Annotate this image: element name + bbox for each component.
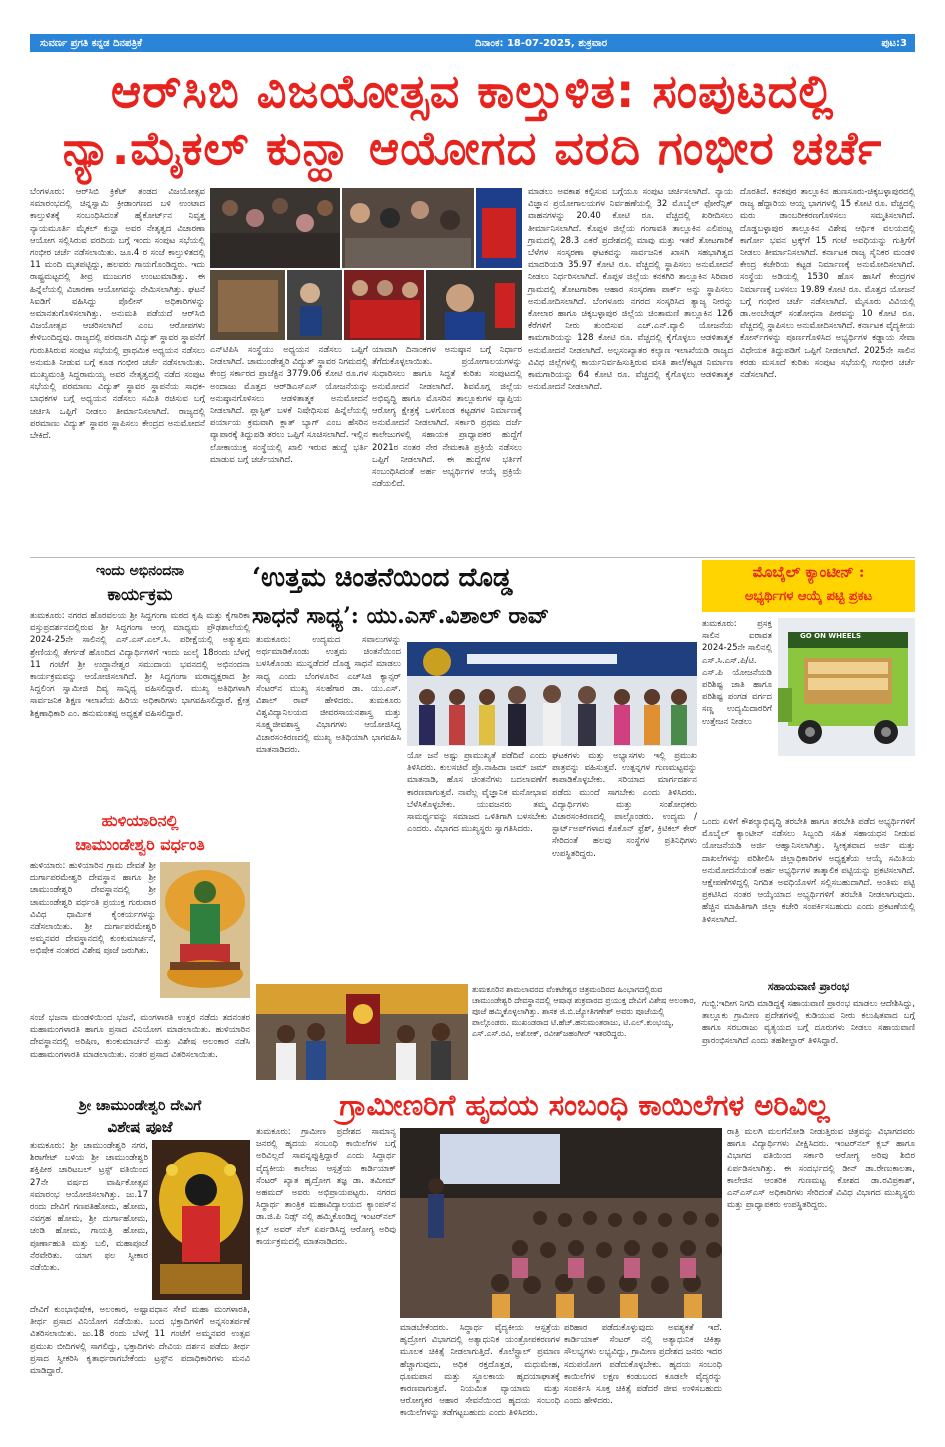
abhinandana-title-line1: ಇಂದು ಅಭಿನಂದನಾ [95, 563, 185, 579]
canteen-headline-line2: ಅಭ್ಯರ್ಥಿಗಳ ಆಯ್ಕೆ ಪಟ್ಟಿ ಪ್ರಕಟ [744, 589, 873, 604]
lead-story-col3: ಯಾವಾಗಿ ದಿನಾಂಕಗಳ ಅನುಷ್ಠಾನ ಬಗ್ಗೆ ನಿರ್ಧಾರ ತೆಗೆದುಕೊಳ್ಳಲಾಯಿತು. ಪ್ರಯೋಗಾಲಯಗಳನ್ನು ಸುಧಾರಿಸಲು ಹಾಗೂ ಸಿದ್ಧತೆ ಕುರಿತು ಸಂಪುಟದಲ್ಲಿ ಅನುಮೋದನೆ ನೀಡಲಾಗಿದೆ. ಶಿವಮೊಗ್ಗ ಜಿಲ್ಲೆಯ ಅಭಿವೃದ್ಧಿ ಹಾಗೂ ಮೊಸರಿನ ತಾಲ್ಲೂಕುಗಳ ವ್ಯಾಪ್ತಿಯ ಆರೋಗ್ಯ ಕ್ಷೇತ್ರಕ್ಕೆ ಒಳಗೊಂಡ ಕಟ್ಟಡಗಳ ನಿರ್ಮಾಣಕ್ಕೆ ಅನುಮೋದನೆ ನೀಡಲಾಗಿದೆ. ಸರ್ಕಾರಿ ಪ್ರಥಮ ದರ್ಜೆ ಕಾಲೇಜುಗಳಲ್ಲಿ ಸಹಾಯಕ ಪ್ರಾಧ್ಯಾಪಕರ ಹುದ್ದೆಗೆ 2021ರ ನಂತರ ನೇರ ನೇಮಕಾತಿ ಪ್ರಕ್ರಿಯೆ ನಡೆಸಲು ಒಪ್ಪಿಗೆ ನೀಡಲಾಗಿದೆ. ಈ ಹುದ್ದೆಗಳ ಭರ್ತಿಗೆ ಸಂಬಂಧಿಸಿದಂತೆ ಅರ್ಹ ಅಭ್ಯರ್ಥಿಗಳ ಆಯ್ಕೆ ಪ್ರಕ್ರಿಯೆ ನಡೆಯಲಿದೆ. [372, 345, 522, 490]
abhinandana-title-line2: ಕಾರ್ಯಕ್ರಮ [107, 585, 173, 605]
huliyar-full-text: ಸಂಜೆ ಭಜನಾ ಮಂಡಳಿಯಿಂದ ಭಜನೆ, ಮಂಗಳಾರತಿ ಉತ್ತರ ನಡೆದು ತದನಂತರ ಮಹಾಮಂಗಳಾರತಿ ಹಾಗೂ ಪ್ರಸಾದ ವಿನಿಯೋಗ ಮಾಡಲಾಯಿತು. ಹುಳಿಯಾರಿನ ದೇವಸ್ಥಾನದಲ್ಲಿ ಅರಿಷಿಣ, ಕುಂಕುಮಾರ್ಚನೆ ಮತ್ತು ವಿಶೇಷ ಅಲಂಕಾರ ನಡೆಸಿ ಮಹಾಮಂಗಳಾರತಿ ಮಾಡಲಾಯಿತು. ನಂತರ ಪ್ರಸಾದ ವಿತರಿಸಲಾಯಿತು. [30, 1013, 250, 1060]
huliyar-col-text: ಹುಳಿಯಾರು: ಹುಳಿಯಾರಿನ ಗ್ರಾಮ ದೇವತೆ ಶ್ರೀ ದುರ್ಗಾಪರಮೇಶ್ವರಿ ದೇವಸ್ಥಾನ ಹಾಗೂ ಶ್ರೀ ಚಾಮುಂಡೇಶ್ವರಿ ದೇವಸ್ಥಾನದಲ್ಲಿ ಶ್ರೀ ಚಾಮುಂಡೇಶ್ವರಿ ವರ್ಧಂತಿ ಪ್ರಯುಕ್ತ ಗುರುವಾರ ವಿವಿಧ ಧಾರ್ಮಿಕ ಕೈಂಕರ್ಯಗಳನ್ನು ನಡೆಸಲಾಯಿತು. ಶ್ರೀ ದುರ್ಗಾಪರಮೇಶ್ವರಿ ಅಮ್ಮನವರ ದೇವಸ್ಥಾನದಲ್ಲಿ ಕುಂಕುಮಾರ್ಚನೆ, ಅಭಿಷೇಕ ನಂತರದ ವಿಶೇಷ ಪೂಜೆ ಜರುಗಿತು. [30, 861, 156, 957]
sahayavani-title: ಸಹಾಯವಾಣಿ ಪ್ರಾರಂಭ [767, 980, 850, 993]
issue-date: ದಿನಾಂಕ: 18-07-2025, ಶುಕ್ರವಾರ [475, 37, 608, 49]
deity-photo [152, 1140, 250, 1300]
canteen-body: ಒಂದು ಏಳಿಗೆ ಕೌಶಲ್ಯಾಭಿವೃದ್ಧಿ ತರಬೇತಿ ಹಾಗೂ ತರಬೇತಿ ಪಡೆದ ಅಭ್ಯರ್ಥಿಗಳಿಗೆ ಮೊಬೈಲ್ ಕ್ಯಾಂಟೀನ್ ನಡೆಸಲು ಸಿಬ್ಬಂದಿ ಸಹಿತ ಸಹಾಯಧನ ನೀಡುವ ಯೋಜನೆಯಡಿ ಅರ್ಜಿ ಆಹ್ವಾನಿಸಲಾಗಿತ್ತು. ಸ್ವೀಕೃತವಾದ ಅರ್ಜಿ ಮತ್ತು ದಾಖಲೆಗಳನ್ನು ಪರಿಶೀಲಿಸಿ ಜಿಲ್ಲಾಧಿಕಾರಿಗಳ ಅಧ್ಯಕ್ಷತೆಯ ಆಯ್ಕೆ ಸಮಿತಿಯ ಅನುಮೋದನೆಯಂತೆ ಅರ್ಹ ಅಭ್ಯರ್ಥಿಗಳ ತಾತ್ಕಾಲಿಕ ಪಟ್ಟಿಯನ್ನು ಪ್ರಕಟಿಸಲಾಗಿದೆ. ಆಕ್ಷೇಪಣೆಗಳಿದ್ದಲ್ಲಿ ನಿಗದಿತ ಅವಧಿಯೊಳಗೆ ಸಲ್ಲಿಸಬಹುದಾಗಿದೆ. ಅಂತಿಮ ಪಟ್ಟಿ ಪ್ರಕಟಿಸಿದ ನಂತರ ಆಯ್ಕೆಯಾದ ಅಭ್ಯರ್ಥಿಗಳಿಗೆ ತರಬೇತಿ ನೀಡಲಾಗುವುದು. ಹೆಚ್ಚಿನ ಮಾಹಿತಿಗಾಗಿ ಜಿಲ್ಲಾ ಕಚೇರಿ ಸಂಪರ್ಕಿಸಬಹುದು ಎಂದು ಪ್ರಕಟಣೆಯಲ್ಲಿ ತಿಳಿಸಲಾಗಿದೆ. [702, 817, 915, 925]
lead-story-col2: ಎನ್‌ಟಿಪಿಸಿ ಸಂಸ್ಥೆಯು ಅಧ್ಯಯನ ನಡೆಸಲು ಒಪ್ಪಿಗೆ ನೀಡಲಾಗಿದೆ. ಚಾಮುಂಡೇಶ್ವರಿ ವಿದ್ಯುತ್ ಸ್ಥಾವರ ನಿಗಮದಲ್ಲಿ ಕೇಂದ್ರ ಸರ್ಕಾರದ ಪ್ರಾಜೆಕ್ಟಿನ 3779.06 ಕೋಟಿ ರೂ.ಗಳ ಅಂದಾಜು ಮೊತ್ತದ ಆರ್‌ಡಿಎಸ್‌ಎಸ್ ಯೋಜನೆಯನ್ನು ಅನುಷ್ಠಾನಗೊಳಿಸಲು ಆಡಳಿತಾತ್ಮಕ ಅನುಮೋದನೆ ನೀಡಲಾಗಿದೆ. ಪ್ಲಾಸ್ಟಿಕ್ ಬಳಕೆ ನಿಷೇಧಿಸುವ ಹಿನ್ನೆಲೆಯಲ್ಲಿ ಪರ್ಯಾಯ ಕ್ರಮವಾಗಿ ಕ್ಲಾತ್ ಬ್ಯಾಗ್ ಎಂಬ ಹೆಸರಿನ ವ್ಯಾಪಾರಕ್ಕೆ ತಿದ್ದುಪಡಿ ತರಲು ಒಪ್ಪಿಗೆ ಸೂಚಿಸಲಾಗಿದೆ. ಇಲ್ಲಿನ ಲೋಕಾಯುಕ್ತ ಸಂಸ್ಥೆಯಲ್ಲಿ ಖಾಲಿ ಇರುವ ಹುದ್ದೆ ಭರ್ತಿ ಮಾಡುವ ಬಗ್ಗೆ ಚರ್ಚೆಯಾಗಿದೆ. [210, 345, 368, 465]
vishal-headline-line1: ‘ಉತ್ತಮ ಚಿಂತನೆಯಿಂದ ದೊಡ್ಡ [252, 563, 513, 593]
puja-title-line2: ವಿಶೇಷ ಪೂಜೆ [107, 1118, 173, 1136]
huliyar-title-line2: ಚಾಮುಂಡೇಶ್ವರಿ ವರ್ಧಂತಿ [75, 835, 205, 854]
lead-story-col4: ಮಾಡಲು ಅವಕಾಶ ಕಲ್ಪಿಸುವ ಬಗ್ಗೆಯೂ ಸಂಪುಟ ಚರ್ಚಿಸಲಾಗಿದೆ. ನ್ಯಾಯ ವಿಜ್ಞಾನ ಪ್ರಯೋಗಾಲಯಗಳ ನಿರ್ವಹಣೆಯಲ್ಲಿ 32 ಮೊಬೈಲ್ ಫೋರೆನ್ಸಿಕ್ ವಾಹನಗಳನ್ನು 20.40 ಕೋಟಿ ರೂ. ವೆಚ್ಚದಲ್ಲಿ ಖರೀದಿಸಲು ತೀರ್ಮಾನಿಸಲಾಗಿದೆ. ಕೊಪ್ಪಳ ಜಿಲ್ಲೆಯ ಗಂಗಾವತಿ ತಾಲ್ಲೂಕಿನ ಎಲಿಪಂಟ್ಲ ಗ್ರಾಮದಲ್ಲಿ 28.3 ಎಕರೆ ಪ್ರದೇಶದಲ್ಲಿ ಮಾವು ಮತ್ತು ಇತರೆ ತೋಟಗಾರಿಕೆ ಬೆಳೆಗಳ ಸಂಸ್ಕರಣಾ ಘಟಕವನ್ನು ಸಾರ್ವಜನಿಕ ಖಾಸಗಿ ಸಹಭಾಗಿತ್ವದ ಮಾದರಿಯಡಿ 35.97 ಕೋಟಿ ರೂ. ವೆಚ್ಚದಲ್ಲಿ ಸ್ಥಾಪಿಸಲು ಅನುಮೋದನೆ ನೀಡಲು ನಿರ್ಧರಿಸಲಾಗಿದೆ. ಕೊಪ್ಪಳ ಜಿಲ್ಲೆಯ ಕನಕಗಿರಿ ತಾಲ್ಲೂಕಿನ ಸಿರಿವಾರ ಗ್ರಾಮದಲ್ಲಿ ತೋಟಗಾರಿಕಾ ಆಹಾರ ಸಂಸ್ಕರಣಾ ಪಾರ್ಕ್ ಅನ್ನು ಸ್ಥಾಪಿಸಲು ಅನುಮೋದಿಸಲಾಗಿದೆ. ಬೆಂಗಳೂರು ನಗರದ ಸಂಸ್ಕರಿಸಿದ ತ್ಯಾಜ್ಯ ನೀರನ್ನು ಕೋಲಾರ ಹಾಗೂ ಚಿಕ್ಕಬಳ್ಳಾಪುರ ಜಿಲ್ಲೆಯ ಚಿಂತಾಮಣಿ ತಾಲ್ಲೂಕಿನ 126 ಕೆರೆಗಳಿಗೆ ನೀರು ತುಂಬಿಸುವ ಎಚ್.ಎನ್.ವ್ಯಾಲಿ ಯೋಜನೆಯ ಕಾಮಗಾರಿಯನ್ನು 128 ಕೋಟಿ ರೂ. ವೆಚ್ಚದಲ್ಲಿ ಕೈಗೊಳ್ಳಲು ಆಡಳಿತಾತ್ಮಕ ಅನುಮೋದನೆ ನೀಡಲಾಗಿದೆ. ಅಲ್ಪಸಂಖ್ಯಾತರ ಕಲ್ಯಾಣ ಇಲಾಖೆಯಡಿ ರಾಜ್ಯದ ವಿವಿಧ ಜಿಲ್ಲೆಗಳಲ್ಲಿ ಕಾರ್ಯನಿರ್ವಹಿಸುತ್ತಿರುವ ವಸತಿ ಶಾಲೆ/ಕಟ್ಟಡ ನಿರ್ಮಾಣ ಕಾಮಗಾರಿಯನ್ನು 64 ಕೋಟಿ ರೂ. ವೆಚ್ಚದಲ್ಲಿ ಕೈಗೊಳ್ಳಲು ಆಡಳಿತಾತ್ಮಕ ಅನುಮೋದನೆ ನೀಡಲಾಗಿದೆ. [528, 187, 733, 393]
heart-headline: ಗ್ರಾಮೀಣರಿಗೆ ಹೃದಯ ಸಂಬಂಧಿ ಕಾಯಿಲೆಗಳ ಅರಿವಿಲ್ಲ [339, 1088, 830, 1122]
canteen-headline-line1: ಮೊಬೈಲ್ ಕ್ಯಾಂಟೀನ್ : [752, 563, 865, 581]
heart-col1: ತುಮಕೂರು: ಗ್ರಾಮೀಣ ಪ್ರದೇಶದ ಸಾಮಾನ್ಯ ಜನರಲ್ಲಿ ಹೃದಯ ಸಂಬಂಧಿ ಕಾಯಿಲೆಗಳ ಬಗ್ಗೆ ಅರಿವಿಲ್ಲದೆ ಸಾವನ್ನಪ್ಪುತ್ತಿದ್ದಾರೆ ಎಂದು ಸಿದ್ಧಾರ್ಥ ವೈದ್ಯಕೀಯ ಕಾಲೇಜು ಆಸ್ಪತ್ರೆಯ ಕಾರ್ಡಿಯಾಕ್ ಸೆಂಟರ್ ಖ್ಯಾತ ಹೃದ್ರೋಗ ತಜ್ಞ ಡಾ. ತಮೀಮ್ ಅಹಮದ್ ಅವರು ಅಭಿಪ್ರಾಯಪಟ್ಟರು. ನಗರದ ಸಿದ್ಧಾರ್ಥ ತಾಂತ್ರಿಕ ಮಹಾವಿದ್ಯಾಲಯದ ಕ್ಯಾಂಪಸ್‌ನ ಡಾ.ಜಿ.ಪಿ ನಿಡ್ಸ್ ನಲ್ಲಿ ಹಮ್ಮಿಕೊಂಡಿದ್ದ ಇಂಟರ್‌ನಲ್ ಕ್ಲಬ್ ಅವರ್ ಸೆಲ್ ಏರ್ಪಡಿಸಿದ್ದ ಆರೋಗ್ಯ ಅರಿವು ಕಾರ್ಯಕ್ರಮದಲ್ಲಿ ಮಾತನಾಡಿದರು. [256, 1127, 396, 1247]
lead-story-col5: ದೊರತಿದೆ. ಕನಕಪುರ ತಾಲ್ಲೂಕಿನ ಹುಣಸೂರು-ಚಿಕ್ಕಬಳ್ಳಾಪುರದಲ್ಲಿ ರಾಜ್ಯ ಹೆದ್ದಾರಿಯ ಆಯ್ದ ಭಾಗಗಳಲ್ಲಿ 15 ಕೋಟಿ ರೂ. ವೆಚ್ಚದಲ್ಲಿ ಮರು ಡಾಂಬರೀಕರಣಗೊಳಿಸಲು ಸಮ್ಮತಿಸಲಾಗಿದೆ. ದೊಡ್ಡಬಳ್ಳಾಪುರ ತಾಲ್ಲೂಕಿನ ವಿಶೇಷ ಆರ್ಥಿಕ ವಲಯದಲ್ಲಿ ಕಾರ್ಗೋ ಭವನ ಟ್ರಕ್ಕ್‌ಗೆ 15 ಗಂಟೆ ಅವಧಿಯನ್ನು ಗುತ್ತಿಗೆಗೆ ನೀಡಲು ತೀರ್ಮಾನಿಸಲಾಗಿದೆ. ಕರ್ನಾಟಕ ರಾಜ್ಯ ಸೈನಿಕರ ಮಂಡಳಿ ಕೇಂದ್ರ ಕಚೇರಿಯ ಕಟ್ಟಡ ನಿರ್ಮಾಣಕ್ಕೆ ಅನುಮೋದಿಸಲಾಗಿದೆ. ಸಂಸ್ಥೆಯ ಅಡಿಯಲ್ಲಿ 1530 ಹೊಸ ಹಾಸಿಗೆ ಕೇಂದ್ರಗಳ ನಿರ್ಮಾಣಕ್ಕೆ ಬಳಸಲು 19.89 ಕೋಟಿ ರೂ. ಮೊತ್ತದ ಯೋಜನೆ ಬಗ್ಗೆ ಗಂಭೀರ ಚರ್ಚೆ ನಡೆಸಲಾಗಿದೆ. ಮೈಸೂರು ವಿವಿಯಲ್ಲಿ ಡಾ.ಅಂಬೇಡ್ಕರ್ ಸಂಶೋಧನಾ ಪೀಠವನ್ನು 10 ಕೋಟಿ ರೂ. ವೆಚ್ಚದಲ್ಲಿ ಸ್ಥಾಪಿಸಲು ಅನುಮೋದಿಸಲಾಗಿದೆ. ಕರ್ನಾಟಕ ವೈದ್ಯಕೀಯ ಕೋರ್ಸ್‌ಗಳನ್ನು ಪೂರ್ಣಗೊಳಿಸಿದ ಅಭ್ಯರ್ಥಿಗಳ ಕಡ್ಡಾಯ ಸೇವಾ ವಿಧೇಯಕ ತಿದ್ದುಪಡಿಗೆ ಒಪ್ಪಿಗೆ ನೀಡಲಾಗಿದೆ. 2025ನೇ ಸಾಲಿನ ಕರಡು ಮಸೂದೆ ಕುರಿತು ಸಂಪುಟ ಸಭೆಯಲ್ಲಿ ಗಂಭೀರ ಚರ್ಚೆ ನಡೆಸಲಾಗಿದೆ. [740, 187, 915, 381]
page-number: ಪುಟ:3 [881, 37, 907, 49]
lead-photo-collage [210, 188, 522, 340]
lead-headline-line1: ಆರ್‌ಸಿಬಿ ವಿಜಯೋತ್ಸವ ಕಾಲ್ತುಳಿತ: ಸಂಪುಟದಲ್ಲಿ [110, 64, 835, 118]
masthead-bar [30, 34, 915, 52]
vishal-headline-line2: ಸಾಧನೆ ಸಾಧ್ಯ’: ಯು.ಎಸ್.ವಿಶಾಲ್ ರಾವ್ [252, 603, 550, 629]
vishal-col2: ಯೋ ಜನೆ ಅಷ್ಟು ಪ್ರಾಮುಖ್ಯತೆ ಪಡೆದಿವೆ ಎಂದು ತಿಳಿಸಿದರು. ಕುಲಸಚಿವೆ ಪ್ರೊ.ನಾಹಿದಾ ಜಮ್ ಜಮ್ ಮಾತನಾಡಿ, ಹೊಸ ಚಿಂತನೆಗಳು ಬದಲಾವಣೆಗೆ ಕಾರಣವಾಗುತ್ತವೆ. ನಾವೆಲ್ಲ ವೈಜ್ಞಾನಿಕ ಮನೋಭಾವ ಬೆಳೆಸಿಕೊಳ್ಳಬೇಕು. ಯುವಜನರು ತಮ್ಮ ಸಾಮರ್ಥ್ಯವನ್ನು ಸಮಾಜದ ಒಳಿತಿಗಾಗಿ ಬಳಸಬೇಕು ಎಂದರು. ವಿಭಾಗದ ಮುಖ್ಯಸ್ಥರು ಸ್ವಾಗತಿಸಿದರು. [407, 751, 547, 835]
sahayavani-body: ಗುಬ್ಬಿ:ಇದೀಗ ನಿಗದಿ ಮಾಡಿದ್ದಕ್ಕೆ ಸಹಾಯವಾಣಿ ಪ್ರಾರಂಭ ಮಾಡಲು ಆದೇಶಿಸಿದ್ದು, ತಾಲ್ಲೂಕು ಗ್ರಾಮೀಣ ಪ್ರದೇಶಗಳಲ್ಲಿ ಕುಡಿಯುವ ನೀರು ಕಲುಷಿತವಾದ ಬಗ್ಗೆ ಹಾಗೂ ಸರಬರಾಜು ವ್ಯತ್ಯಯದ ಬಗ್ಗೆ ದೂರುಗಳು ನೀಡಲು ಸಹಾಯವಾಣಿ ಪ್ರಾರಂಭಿಸಲಾಗಿದೆ ಎಂದು ತಹಶೀಲ್ದಾರ್ ತಿಳಿಸಿದ್ದಾರೆ. [702, 999, 915, 1046]
heart-seminar-photo [400, 1128, 722, 1318]
goddess-photo [160, 862, 250, 998]
vishal-col1: ತುಮಕೂರು: ಉದ್ಯಮದ ಸವಾಲುಗಳನ್ನು ಅರ್ಥಮಾಡಿಕೊಂಡು ಉತ್ತಮ ಚಿಂತನೆಯಿಂದ ಬಳಸಿಕೊಂಡು ಮುನ್ನಡೆದರೆ ದೊಡ್ಡ ಸಾಧನೆ ಮಾಡಲು ಸಾಧ್ಯ ಎಂದು ಬೆಂಗಳೂರಿನ ಎಚ್‌ಸಿಜಿ ಕ್ಯಾನ್ಸರ್ ಸೆಂಟರ್‌ನ ಮುಖ್ಯ ಸಲಹೆಗಾರ ಡಾ. ಯು.ಎಸ್. ವಿಶಾಲ್ ರಾವ್ ಹೇಳಿದರು. ತುಮಕೂರು ವಿಶ್ವವಿದ್ಯಾನಿಲಯದ ಜೀವರಸಾಯನಶಾಸ್ತ್ರ ಮತ್ತು ಸೂಕ್ಷ್ಮಜೀವಶಾಸ್ತ್ರ ವಿಭಾಗಗಳು ಆಯೋಜಿಸಿದ್ದ ವಿಚಾರಸಂಕಿರಣದಲ್ಲಿ ಮುಖ್ಯ ಅತಿಥಿಯಾಗಿ ಭಾಗವಹಿಸಿ ಮಾತನಾಡಿದರು. [256, 635, 401, 755]
puja-full-text: ದೇವಿಗೆ ಕುಂಭಾಭಿಷೇಕ, ಅಲಂಕಾರ, ಅಷ್ಟಾವಧಾನ ಸೇವೆ ಮಹಾ ಮಂಗಳಾರತಿ, ತೀರ್ಥ ಪ್ರಸಾದ ವಿನಿಯೋಗ ನಡೆಯಿತು. ಬಂದ ಭಕ್ತಾದಿಗಳಿಗೆ ಅನ್ನಸಂತರ್ಪಣೆ ವಿತರಿಸಲಾಯಿತು. ಜು.18 ರಂದು ಬೆಳಗ್ಗೆ 11 ಗಂಟೆಗೆ ಅಮ್ಮನವರ ಉತ್ಸವ ಪ್ರಮುಖ ಬೀದಿಗಳಲ್ಲಿ ಸಾಗಲಿದ್ದು, ಭಕ್ತಾದಿಗಳು ದೇವಿಯ ದರ್ಶನ ಪಡೆದು ತೀರ್ಥ ಪ್ರಸಾದ ಸ್ವೀಕರಿಸಿ ಕೃತಾರ್ಥರಾಗಬೇಕೆಂದು ಟ್ರಸ್ಟ್‌ನ ಪದಾಧಿಕಾರಿಗಳು ಮನವಿ ಮಾಡಿದ್ದಾರೆ. [30, 1305, 250, 1377]
abhinandana-body: ತುಮಕೂರು: ನಗರದ ಹೊರವಲಯ ಶ್ರೀ ಸಿದ್ದಗಂಗಾ ಮಠದ ಕೃಷಿ ಮತ್ತು ಕೈಗಾರಿಕಾ ವಸ್ತುಪ್ರದರ್ಶನದಲ್ಲಿರುವ ಶ್ರೀ ಸಿದ್ದಗಂಗಾ ಆಂಗ್ಲ ಮಾಧ್ಯಮ ಪ್ರೌಢಶಾಲೆಯಲ್ಲಿ 2024-25ನೇ ಸಾಲಿನಲ್ಲಿ ಎಸ್.ಎಸ್.ಎಲ್.ಸಿ. ಪರೀಕ್ಷೆಯಲ್ಲಿ ಅತ್ಯುತ್ತಮ ಶ್ರೇಣಿಯಲ್ಲಿ ತೇರ್ಗಡೆ ಹೊಂದಿದ ವಿದ್ಯಾರ್ಥಿಗಳಿಗೆ ಇಂದು ಜುಲೈ 18ರಂದು ಬೆಳಗ್ಗೆ 11 ಗಂಟೆಗೆ ಶ್ರೀ ಉದ್ಧಾನೇಶ್ವರ ಸಮುದಾಯ ಭವನದಲ್ಲಿ ಅಭಿನಂದನಾ ಕಾರ್ಯಕ್ರಮವನ್ನು ಆಯೋಜಿಸಲಾಗಿದೆ. ಶ್ರೀ ಸಿದ್ದಗಂಗಾ ಮಠಾಧ್ಯಕ್ಷರಾದ ಶ್ರೀ ಸಿದ್ದಲಿಂಗ ಸ್ವಾಮೀಜಿ ದಿವ್ಯ ಸಾನ್ನಿಧ್ಯ ವಹಿಸಲಿದ್ದಾರೆ. ಮುಖ್ಯ ಅತಿಥಿಗಳಾಗಿ ಸಾರ್ವಜನಿಕ ಶಿಕ್ಷಣ ಇಲಾಖೆಯ ಹಿರಿಯ ಅಧಿಕಾರಿಗಳು ಭಾಗವಹಿಸಲಿದ್ದಾರೆ. ಕ್ಷೇತ್ರ ಶಿಕ್ಷಣಾಧಿಕಾರಿ ಎಂ. ಹನುಮಂತಪ್ಪ ಅಧ್ಯಕ್ಷತೆ ವಹಿಸಲಿದ್ದಾರೆ. [30, 611, 250, 719]
vishal-event-photo [407, 642, 697, 746]
heart-col3: ಪರಿಹಾರ ಪಡೆದುಕೊಳ್ಳುವುದು ಅವಶ್ಯಕತೆ ಇದೆ. ಕಾರ್ಡಿಯಾಕ್ ಸೆಂಟರ್ ನಲ್ಲಿ ಅತ್ಯಾಧುನಿಕ ಚಿಕಿತ್ಸಾ ಸೌಲಭ್ಯಗಳು ಲಭ್ಯವಿದ್ದು, ಗ್ರಾಮೀಣ ಪ್ರದೇಶದ ಜನರು ಇದರ ಸದುಪಯೋಗ ಪಡೆದುಕೊಳ್ಳಬೇಕು. ಹೃದಯ ಸಂಬಂಧಿ ಕಾಯಿಲೆಗಳ ಲಕ್ಷಣ ಕಂಡುಬಂದ ಕೂಡಲೇ ವೈದ್ಯರನ್ನು ಸಂಪರ್ಕಿಸಿ ಸೂಕ್ತ ಚಿಕಿತ್ಸೆ ಪಡೆದರೆ ಜೀವ ಉಳಿಸಬಹುದು ಎಂದು ಹೇಳಿದರು. [564, 1323, 722, 1407]
temple-caption: ತುಮಕೂರಿನ ಶಾಮಲಾವರದ ವೆಂಕಟೇಶ್ವರ ಚಿತ್ರಮಂದಿರದ ಹಿಂಭಾಗದಲ್ಲಿರುವ ಚಾಮುಂಡೇಶ್ವರಿ ದೇವಸ್ಥಾನದಲ್ಲಿ ಆಷಾಢ ಶುಕ್ರವಾರದ ಪ್ರಯುಕ್ತ ದೇವಿಗೆ ವಿಶೇಷ ಅಲಂಕಾರ, ಪೂಜೆ ಹಮ್ಮಿಕೊಳ್ಳಲಾಗಿತ್ತು. ಶಾಸಕ ಜಿ.ಬಿ.ಜ್ಯೋತಿಗಣೇಶ್ ಅವರು ಪೂಜೆಯಲ್ಲಿ ಪಾಲ್ಗೊಂಡರು. ಮುಖಂಡರಾದ ಟಿ.ಹೆಚ್.ಹನುಮಂತರಾಜು, ಟಿ.ಎಲ್.ಕುಂಭಯ್ಯ, ಎಸ್.ಎಸ್.ರವಿ, ಅಶೋಕ್, ರವೀಶ್‌ಜಹಂಗೀರ್ ಇತರರಿದ್ದರು. [472, 985, 697, 1038]
vishal-col3: ಘಟಕಗಳು ಮತ್ತು ಅಭ್ಯಾಸಗಳು ಇಲ್ಲಿ ಪ್ರಮುಖ ಪಾತ್ರವನ್ನು ವಹಿಸುತ್ತವೆ. ಉತ್ಪನ್ನಗಳ ಗುಣಮಟ್ಟವನ್ನು ಕಾಪಾಡಿಕೊಳ್ಳಬೇಕು. ಸರಿಯಾದ ಮಾರ್ಗದರ್ಶನ ಪಡೆದು ಮುಂದೆ ಸಾಗಬೇಕು ಎಂದು ತಿಳಿಸಿದರು. ವಿದ್ಯಾರ್ಥಿಗಳು ಮತ್ತು ಸಂಶೋಧಕರು ವಿಚಾರಸಂಕಿರಣದಲ್ಲಿ ಪಾಲ್ಗೊಂಡರು. ಉದ್ಯಮ / ಸ್ಟಾರ್ಟ್‌ಅಪ್‌ಗಳಾದ ಕೊಕೊನ್ ಫ್ರೆಶ್, ಕ್ರಿಟಿಕಲ್ ಕೇರ್ ಸೇರಿದಂತೆ ಹಲವು ಸಂಸ್ಥೆಗಳ ಪ್ರತಿನಿಧಿಗಳು ಉಪಸ್ಥಿತರಿದ್ದರು. [552, 751, 697, 859]
huliyar-title-line1: ಹುಳಿಯಾರಿನಲ್ಲಿ [101, 811, 179, 830]
lead-story-col1: ಬೆಂಗಳೂರು: ಆರ್‌ಸಿಬಿ ಕ್ರಿಕೆಟ್ ತಂಡದ ವಿಜಯೋತ್ಸವ ಸಮಾರಂಭದಲ್ಲಿ ಚಿನ್ನಸ್ವಾಮಿ ಕ್ರೀಡಾಂಗಣದ ಬಳಿ ಉಂಟಾದ ಕಾಲ್ತುಳಿತಕ್ಕೆ ಸಂಬಂಧಿಸಿದಂತೆ ಹೈಕೋರ್ಟ್‌ನ ನಿವೃತ್ತ ನ್ಯಾಯಮೂರ್ತಿ ಮೈಕಲ್ ಕುನ್ಹಾ ಅವರ ನೇತೃತ್ವದ ವಿಚಾರಣಾ ಆಯೋಗ ಸಲ್ಲಿಸಿರುವ ವರದಿಯ ಬಗ್ಗೆ ಇಂದು ಸಂಪುಟ ಸಭೆಯಲ್ಲಿ ಗಂಭೀರ ಚರ್ಚೆ ನಡೆಸಲಾಯಿತು. ಜೂ.4 ರ ಸಂಜೆ ಕಾಲ್ತುಳಿತದಲ್ಲಿ 11 ಮಂದಿ ಮೃತಪಟ್ಟಿದ್ದು, ಹಲವರು ಗಾಯಗೊಂಡಿದ್ದರು. ಇದು ರಾಷ್ಟ್ರಮಟ್ಟದಲ್ಲಿ ತೀವ್ರ ಮುಜುಗರ ಉಂಟುಮಾಡಿತ್ತು. ಈ ಹಿನ್ನೆಲೆಯಲ್ಲಿ ವಿಚಾರಣಾ ಆಯೋಗವನ್ನು ನೇಮಿಸಲಾಗಿತ್ತು. ಘಟನೆ ಸಿಐಡಿಗೆ ವಹಿಸಿದ್ದು ಪೊಲೀಸ್ ಅಧಿಕಾರಿಗಳನ್ನು ಅಮಾನತುಗೊಳಿಸಲಾಗಿತ್ತು. ಅನುಮತಿ ಪಡೆಯದೆ ಆರ್‌ಸಿಬಿ ವಿಜಯೋತ್ಸವ ಆಚರಿಸಲಾಗಿದೆ ಎಂಬ ಆರೋಪಗಳು ಕೇಳಿಬಂದಿದ್ದವು. ರಾಜ್ಯದಲ್ಲಿ ಪರವಾನಗಿ ವಿದ್ಯುತ್ ಸ್ಥಾವರ ಸ್ಥಾಪನೆಗೆ ಗುರುತಿಸಿರುವ ಸಂಪುಟ ಸಭೆಯಲ್ಲಿ ಪ್ರಾಥಮಿಕ ಅಧ್ಯಯನ ನಡೆಸಲು ಅನುಮತಿ ನೀಡುವ ಬಗ್ಗೆ ಕೂಡ ಗಂಭೀರ ಚರ್ಚೆ ನಡೆಸಲಾಯಿತು. ಮುಖ್ಯಮಂತ್ರಿ ಸಿದ್ದರಾಮಯ್ಯ ಅವರ ನೇತೃತ್ವದಲ್ಲಿ ನಡೆದ ಸಂಪುಟ ಸಭೆಯಲ್ಲಿ ಪರಮಾಣು ವಿದ್ಯುತ್ ಸ್ಥಾವರ ಸ್ಥಾಪನೆಯ ಸಾಧಕ-ಬಾಧಕಗಳ ಬಗ್ಗೆ ಅಧ್ಯಯನ ನಡೆಸಲು ಸಮಿತಿ ರಚಿಸುವ ಬಗ್ಗೆ ಚರ್ಚಿಸಿ ಒಪ್ಪಿಗೆ ನೀಡಲು ತೀರ್ಮಾನಿಸಲಾಗಿದೆ. ರಾಜ್ಯದಲ್ಲಿ ಪರಮಾಣು ವಿದ್ಯುತ್ ಸ್ಥಾವರ ಸ್ಥಾಪಿಸಲು ಕೇಂದ್ರದ ಅನುಮೋದನೆ ಬೇಕಿದೆ. [30, 187, 205, 442]
temple-event-photo [256, 984, 468, 1080]
van-sign: GO ON WHEELS [800, 632, 862, 640]
section-divider [30, 557, 915, 558]
lead-headline-line2: ನ್ಯಾ.ಮೈಕಲ್ ಕುನ್ಹಾ ಆಯೋಗದ ವರದಿ ಗಂಭೀರ ಚರ್ಚೆ [62, 121, 883, 175]
heart-col4: ರಾತ್ರಿ ಮಲಗಿ ಮಲಗೆನೋಡಿ ನೀಡುತ್ತಿರುವ ಚಿತ್ರವನ್ನು ವಿಭಾಗದವರು ಹಾಗೂ ವಿದ್ಯಾರ್ಥಿಗಳು ವೀಕ್ಷಿಸಿದರು. ಇಂಟರ್‌ನಲ್ ಕ್ಲಬ್ ಹಾಗೂ ವಿಭಾಗದ ವತಿಯಿಂದ ಸರ್ಕಾರಿ ಆರೋಗ್ಯ ಅರಿವು ಶಿಬಿರ ಏರ್ಪಡಿಸಲಾಗಿತ್ತು. ಈ ಸಂದರ್ಭದಲ್ಲಿ ಡೀನ್ ಡಾ.ರೇಣುಕಾಲತಾ, ಕಾಲೇಜಿನ ಆಂತರಿಕ ಗುಣಮಟ್ಟ ಕೋಶದ ಡಾ.ರವಿಪ್ರಕಾಶ್, ಎನ್‌ಎಸ್‌ಎಸ್ ಅಧಿಕಾರಿಗಳು ಸೇರಿದಂತೆ ವಿವಿಧ ವಿಭಾಗದ ಮುಖ್ಯಸ್ಥರು ಮತ್ತು ಪ್ರಾಧ್ಯಾಪಕರು ಉಪಸ್ಥಿತರಿದ್ದರು. [727, 1127, 915, 1211]
heart-col2: ಮಾಡಬೇಕೆಂದರು. ಸಿದ್ಧಾರ್ಥ ವೈದ್ಯಕೀಯ ಆಸ್ಪತ್ರೆಯ ಹೃದ್ರೋಗ ವಿಭಾಗದಲ್ಲಿ ಅತ್ಯಾಧುನಿಕ ಯಂತ್ರೋಪಕರಣಗಳ ಮೂಲಕ ಚಿಕಿತ್ಸೆ ನೀಡಲಾಗುತ್ತಿದೆ. ಕೊಲೆಸ್ಟ್ರಾಲ್ ಪ್ರಮಾಣ ಹೆಚ್ಚಾಗುವುದು, ಅಧಿಕ ರಕ್ತದೊತ್ತಡ, ಮಧುಮೇಹ, ಧೂಮಪಾನ ಮತ್ತು ಸ್ಥೂಲಕಾಯ ಹೃದಯಾಘಾತಕ್ಕೆ ಕಾರಣವಾಗುತ್ತವೆ. ನಿಯಮಿತ ವ್ಯಾಯಾಮ ಮತ್ತು ಆರೋಗ್ಯಕರ ಆಹಾರ ಸೇವನೆಯಿಂದ ಹೃದಯ ಸಂಬಂಧಿ ಕಾಯಿಲೆಗಳನ್ನು ತಡೆಗಟ್ಟಬಹುದು ಎಂದು ತಿಳಿಸಿದರು. [400, 1323, 560, 1419]
paper-name: ಸುವರ್ಣ ಪ್ರಗತಿ ಕನ್ನಡ ದಿನಪತ್ರಿಕೆ [40, 37, 143, 49]
canteen-side-text: ತುಮಕೂರು: ಪ್ರಸಕ್ತ ಸಾಲಿನ ಐರಾವತ 2024-25ನೇ ಸಾಲಿನಲ್ಲಿ ಎಸ್.ಸಿ.ಎಸ್.ಪಿ/ಟಿ. ಎಸ್.ಪಿ ಯೋಜನೆಯಡಿ ಪರಿಶಿಷ್ಟ ಜಾತಿ ಹಾಗೂ ಪರಿಶಿಷ್ಟ ಪಂಗಡ ವರ್ಗದ ಸಣ್ಣ ಉದ್ಯಮಿದಾರರಿಗೆ ಉತ್ತೇಜನ ನೀಡಲು [702, 619, 772, 727]
puja-title-line1: ಶ್ರೀ ಚಾಮುಂಡೇಶ್ವರಿ ದೇವಿಗೆ [78, 1098, 202, 1114]
puja-col-text: ತುಮಕೂರು: ಶ್ರೀ ಚಾಮುಂಡೇಶ್ವರಿ ನಗರ, ಶಿರಾಗೇಟ್ ಬಳಿಯ ಶ್ರೀ ಚಾಮುಂಡೇಶ್ವರಿ ಶಕ್ತಿಪೀಠ ಚಾರಿಟಬಲ್ ಟ್ರಸ್ಟ್ ವತಿಯಿಂದ 27ನೇ ವರ್ಷದ ವಾರ್ಷಿಕೋತ್ಸವ ಸಮಾರಂಭ ಆಯೋಜಿಸಲಾಗಿತ್ತು. ಜು.17 ರಂದು ದೇವಿಗೆ ಗಣಪತಿಹೋಮ, ಹೋಮ, ನವಗ್ರಹ ಹೋಮ, ಶ್ರೀ ದುರ್ಗಾಹೋಮ, ಚಂಡಿ ಹೋಮ, ಗಾಯತ್ರಿ ಹೋಮ, ಪೂರ್ಣಾಹುತಿ ಮತ್ತು ಬಲಿ, ಮಹಾಪೂಜೆ ನೆರವೇರಿತು. ಯಾಗ ಫಲ ಸ್ವೀಕಾರ ನಡೆಯಿತು. [30, 1141, 148, 1274]
